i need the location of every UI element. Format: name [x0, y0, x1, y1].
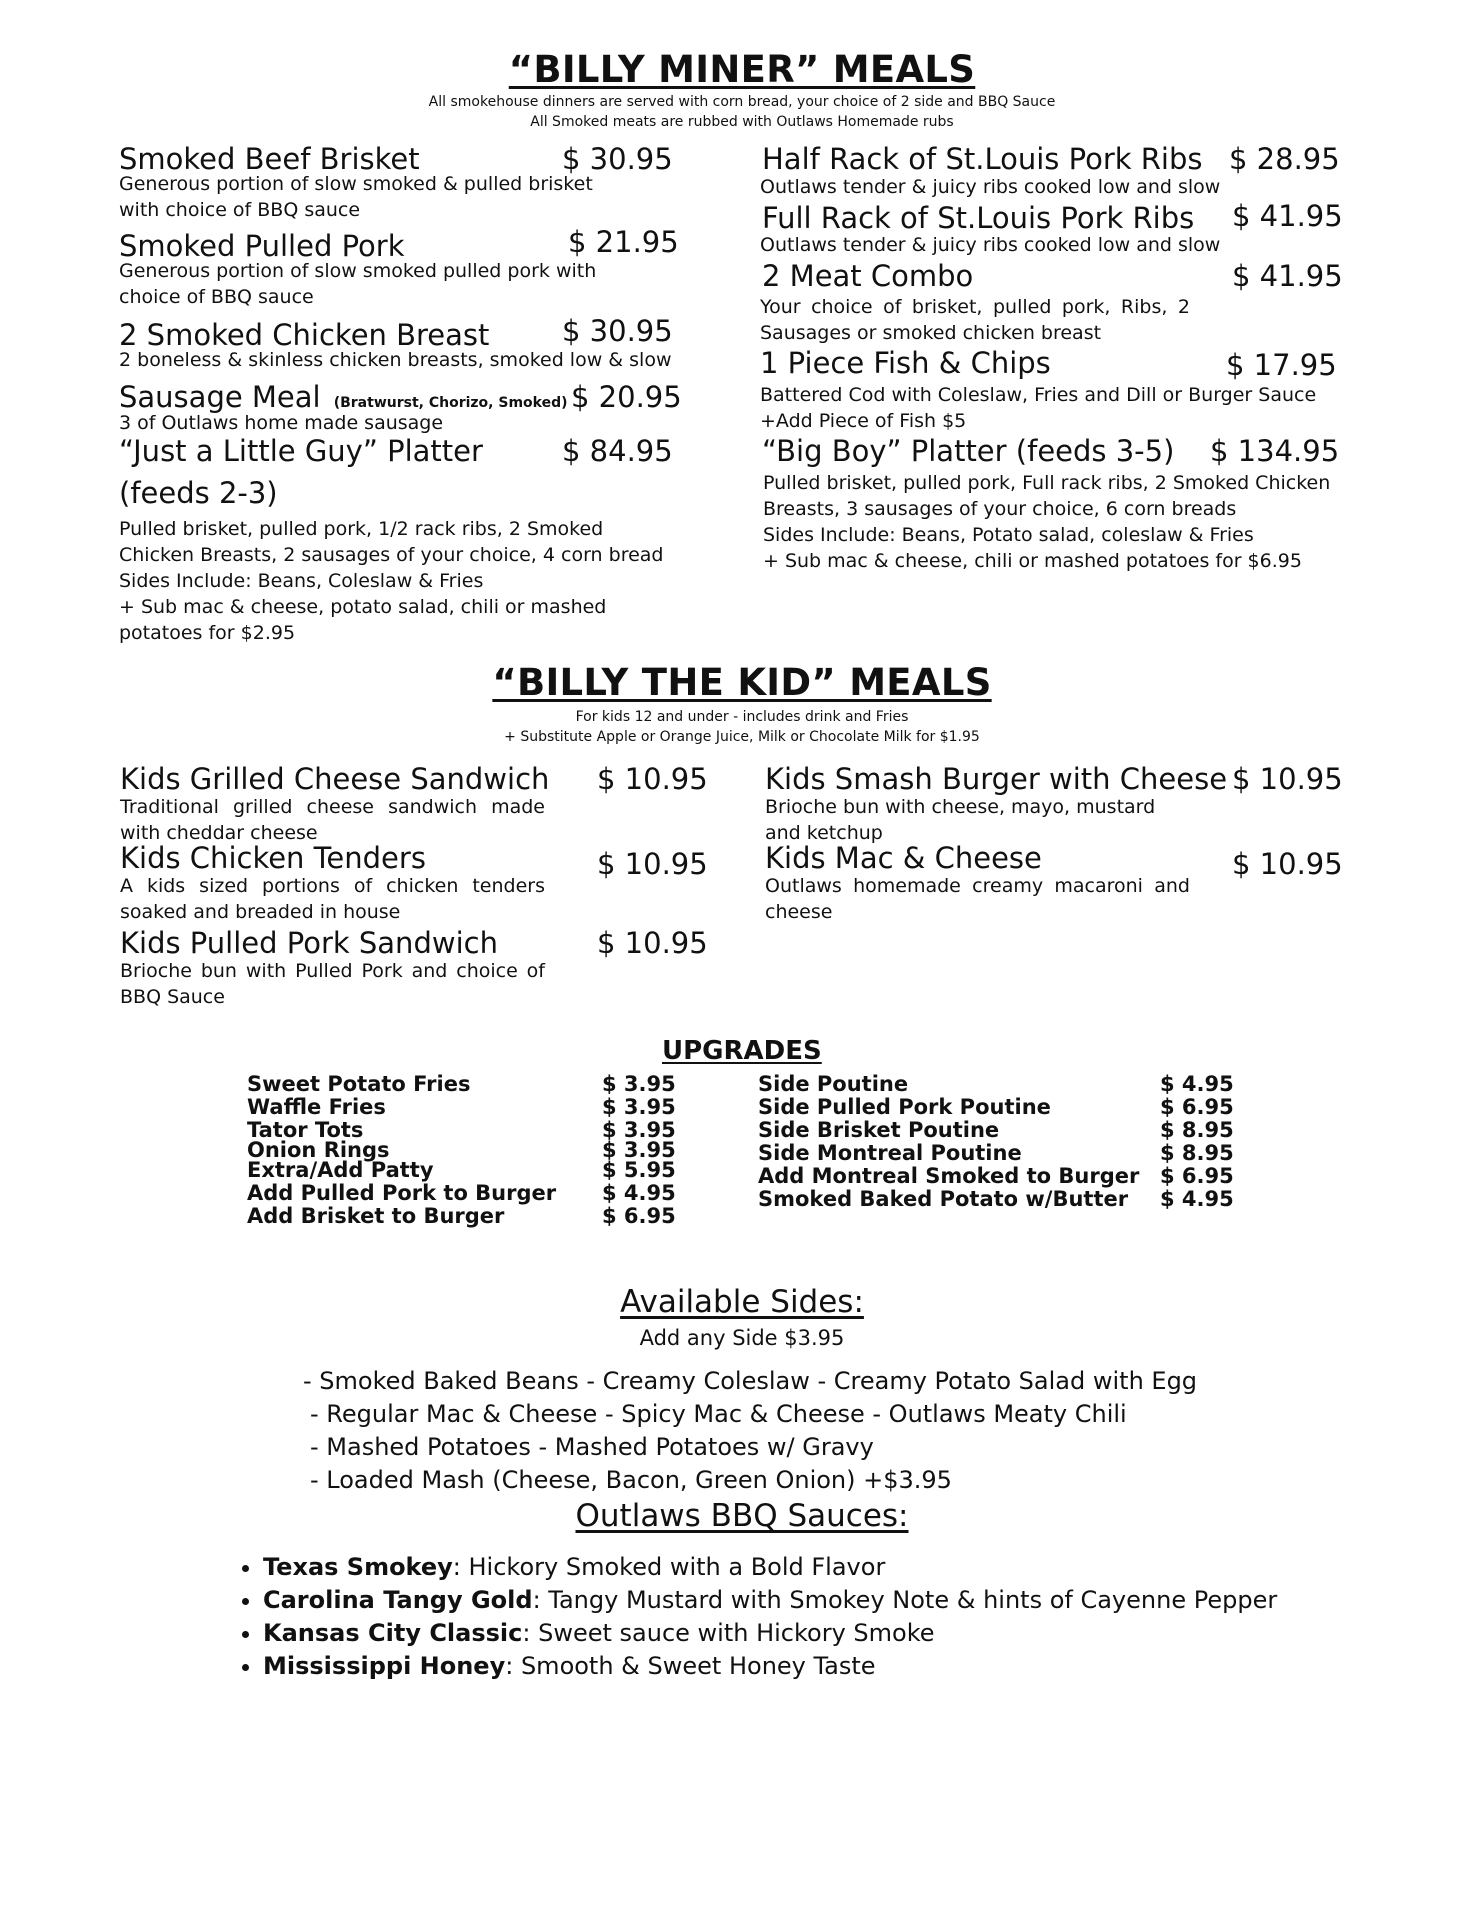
menu-item-price: $ 84.95: [562, 434, 673, 468]
menu-item-name: Sausage Meal: [119, 380, 321, 414]
upgrade-item-name: Tator Tots: [247, 1118, 364, 1142]
menu-item-description: Pulled brisket, pulled pork, Full rack ribs, 2 Smoked Chicken Breasts, 3 sausages of your choice, 6 corn breads: [763, 472, 1331, 520]
menu-item-sides: Sides Include: Beans, Coleslaw & Fries: [119, 570, 484, 592]
upgrade-item-name: Onion Rings: [247, 1138, 390, 1162]
miner-subtitle-2: All Smoked meats are rubbed with Outlaws Homemade rubs: [530, 114, 954, 130]
menu-item-name: Kids Smash Burger with Cheese: [765, 762, 1228, 796]
upgrade-item-name: Extra/Add Patty: [247, 1158, 434, 1182]
upgrade-item-name: Sweet Potato Fries: [247, 1072, 471, 1096]
upgrade-item-price: $ 8.95: [1160, 1141, 1234, 1165]
menu-item-sub-option: + Sub mac & cheese, chili or mashed potatoes for $6.95: [763, 550, 1302, 572]
menu-item-name: Half Rack of St.Louis Pork Ribs: [762, 142, 1203, 176]
upgrade-item-name: Smoked Baked Potato w/Butter: [758, 1187, 1129, 1211]
upgrade-item-price: $ 3.95: [602, 1072, 676, 1096]
menu-item-price: $ 10.95: [597, 847, 708, 881]
menu-item-name: 2 Smoked Chicken Breast: [119, 318, 490, 352]
upgrade-item-price: $ 4.95: [1160, 1187, 1234, 1211]
menu-item-price: $ 21.95: [568, 225, 679, 259]
upgrade-item-price: $ 3.95: [602, 1118, 676, 1142]
menu-item-description: Traditional grilled cheese sandwich made with cheddar cheese: [120, 796, 545, 844]
upgrade-item-price: $ 4.95: [602, 1181, 676, 1205]
menu-item-note: (Bratwurst, Chorizo, Smoked): [333, 395, 568, 411]
menu-item-description: Your choice of brisket, pulled pork, Ribs, 2 Sausages or smoked chicken breast: [760, 296, 1190, 344]
miner-title: “BILLY MINER” MEALS: [508, 48, 976, 91]
menu-item-price: $ 30.95: [562, 314, 673, 348]
menu-item-name-row: [119, 380, 568, 414]
menu-item-description: Pulled brisket, pulled pork, 1/2 rack ribs, 2 Smoked Chicken Breasts, 2 sausages of your choice, 4 corn bread: [119, 518, 664, 566]
menu-item-name: Smoked Beef Brisket: [119, 142, 420, 176]
sauces-list: [235, 1551, 1277, 1683]
menu-item-description: 3 of Outlaws home made sausage: [119, 412, 444, 434]
menu-item-price: $ 10.95: [1232, 847, 1343, 881]
menu-item-name: Kids Grilled Cheese Sandwich: [120, 762, 550, 796]
upgrade-item-name: Waffle Fries: [247, 1095, 386, 1119]
menu-item-name-line-2: (feeds 2-3): [119, 476, 278, 510]
upgrade-item-name: Add Montreal Smoked to Burger: [758, 1164, 1140, 1188]
upgrade-item-price: $ 6.95: [602, 1204, 676, 1228]
menu-item-description: Battered Cod with Coleslaw, Fries and Dill or Burger Sauce: [760, 384, 1317, 406]
upgrade-item-name: Side Brisket Poutine: [758, 1118, 1000, 1142]
menu-item-price: $ 10.95: [597, 926, 708, 960]
sauce-name: Texas Smokey: [263, 1553, 453, 1581]
upgrade-item-price: $ 5.95: [602, 1158, 676, 1182]
menu-item-price: $ 134.95: [1210, 434, 1340, 468]
sides-line: - Regular Mac & Cheese - Spicy Mac & Cheese - Outlaws Meaty Chili: [310, 1400, 1127, 1428]
upgrade-item-price: $ 6.95: [1160, 1164, 1234, 1188]
upgrade-item-price: $ 4.95: [1160, 1072, 1234, 1096]
menu-item-description: 2 boneless & skinless chicken breasts, smoked low & slow: [119, 349, 672, 371]
miner-subtitle-1: All smokehouse dinners are served with corn bread, your choice of 2 side and BBQ Sauce: [428, 94, 1056, 110]
upgrade-item-name: Add Pulled Pork to Burger: [247, 1181, 557, 1205]
menu-item-price: $ 10.95: [597, 762, 708, 796]
upgrade-item-name: Add Brisket to Burger: [247, 1204, 505, 1228]
menu-item-sub-option: + Sub mac & cheese, potato salad, chili or mashed potatoes for $2.95: [119, 596, 607, 644]
upgrades-title: UPGRADES: [662, 1036, 822, 1066]
upgrade-item-name: Side Poutine: [758, 1072, 909, 1096]
menu-item-add-on: +Add Piece of Fish $5: [760, 410, 967, 432]
upgrade-item-price: $ 3.95: [602, 1138, 676, 1162]
menu-item-price: $ 10.95: [1232, 762, 1343, 796]
menu-item-price: $ 30.95: [562, 142, 673, 176]
menu-item-description: Brioche bun with Pulled Pork and choice of BBQ Sauce: [120, 960, 545, 1008]
menu-item-name: 1 Piece Fish & Chips: [760, 346, 1051, 380]
kid-title: “BILLY THE KID” MEALS: [492, 661, 992, 704]
kid-subtitle-2: + Substitute Apple or Orange Juice, Milk or Chocolate Milk for $1.95: [504, 729, 980, 745]
menu-item-description: Outlaws tender & juicy ribs cooked low and slow: [760, 176, 1221, 198]
menu-item-description: Outlaws homemade creamy macaroni and cheese: [765, 875, 1190, 923]
menu-item-description: A kids sized portions of chicken tenders soaked and breaded in house: [120, 875, 545, 923]
menu-item-name: Full Rack of St.Louis Pork Ribs: [762, 201, 1195, 235]
menu-item-price: $ 20.95: [571, 380, 682, 414]
menu-item-description: Generous portion of slow smoked & pulled brisket with choice of BBQ sauce: [119, 173, 593, 221]
sauce-item: [263, 1617, 1277, 1650]
sauce-description: : Smooth & Sweet Honey Taste: [505, 1652, 876, 1680]
menu-item-name: Kids Chicken Tenders: [120, 841, 426, 875]
menu-item-price: $ 17.95: [1226, 348, 1337, 382]
menu-item-name: “Just a Little Guy” Platter: [119, 434, 483, 468]
sauce-item: [263, 1650, 1277, 1683]
menu-item-description: Outlaws tender & juicy ribs cooked low and slow: [760, 234, 1221, 256]
menu-item-price: $ 41.95: [1232, 259, 1343, 293]
menu-item-name: “Big Boy” Platter (feeds 3-5): [762, 434, 1175, 468]
sides-title: Available Sides:: [620, 1284, 864, 1320]
upgrade-item-name: Side Montreal Poutine: [758, 1141, 1022, 1165]
menu-item-description: Brioche bun with cheese, mayo, mustard and ketchup: [765, 796, 1156, 844]
sauce-item: [263, 1551, 1277, 1584]
menu-item-price: $ 28.95: [1229, 142, 1340, 176]
sauce-name: Mississippi Honey: [263, 1652, 506, 1680]
sides-subtitle: Add any Side $3.95: [639, 1326, 845, 1350]
menu-item-sides: Sides Include: Beans, Potato salad, coleslaw & Fries: [763, 524, 1254, 546]
sides-line: - Mashed Potatoes - Mashed Potatoes w/ Gravy: [310, 1433, 874, 1461]
sauce-description: : Hickory Smoked with a Bold Flavor: [452, 1553, 886, 1581]
sauce-item: [263, 1584, 1277, 1617]
sauce-description: : Sweet sauce with Hickory Smoke: [522, 1619, 935, 1647]
sides-line: - Smoked Baked Beans - Creamy Coleslaw - Creamy Potato Salad with Egg: [303, 1367, 1198, 1395]
upgrade-item-price: $ 6.95: [1160, 1095, 1234, 1119]
menu-item-name: Kids Pulled Pork Sandwich: [120, 926, 498, 960]
upgrade-item-price: $ 3.95: [602, 1095, 676, 1119]
menu-item-name: 2 Meat Combo: [762, 259, 974, 293]
menu-item-description: Generous portion of slow smoked pulled pork with choice of BBQ sauce: [119, 260, 597, 308]
upgrade-item-name: Side Pulled Pork Poutine: [758, 1095, 1051, 1119]
sauce-name: Carolina Tangy Gold: [263, 1586, 533, 1614]
menu-item-name: Kids Mac & Cheese: [765, 841, 1042, 875]
sauces-title: Outlaws BBQ Sauces:: [575, 1498, 909, 1534]
kid-subtitle-1: For kids 12 and under - includes drink and Fries: [575, 709, 909, 725]
sauce-name: Kansas City Classic: [263, 1619, 523, 1647]
menu-item-name: Smoked Pulled Pork: [119, 229, 405, 263]
sides-line: - Loaded Mash (Cheese, Bacon, Green Onion) +$3.95: [310, 1466, 952, 1494]
menu-item-price: $ 41.95: [1232, 199, 1343, 233]
sauce-description: : Tangy Mustard with Smokey Note & hints of Cayenne Pepper: [532, 1586, 1278, 1614]
upgrade-item-price: $ 8.95: [1160, 1118, 1234, 1142]
